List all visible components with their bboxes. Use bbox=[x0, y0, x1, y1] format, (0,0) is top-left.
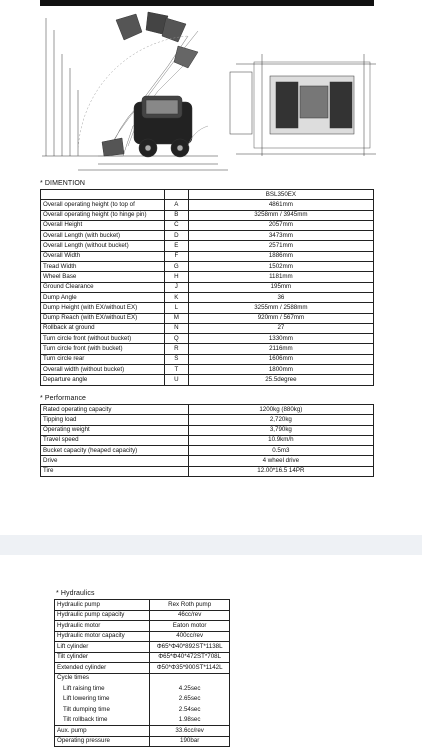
table-row bbox=[55, 694, 230, 705]
spec-label: Tilt cylinder bbox=[55, 652, 150, 663]
spec-value: 1181mm bbox=[188, 272, 373, 282]
spec-code: Q bbox=[164, 334, 188, 344]
spec-label: Overall width (without bucket) bbox=[41, 365, 165, 375]
spec-code: J bbox=[164, 282, 188, 292]
spec-label: Hydraulic pump capacity bbox=[55, 610, 150, 621]
table-row bbox=[41, 435, 374, 445]
table-row bbox=[41, 292, 374, 302]
spec-value: 27 bbox=[188, 323, 373, 333]
cycle-label: Tilt dumping time bbox=[55, 705, 150, 716]
table-row bbox=[41, 272, 374, 282]
spec-value: Φ65*Φ40*892ST*1138L bbox=[150, 642, 230, 653]
table-row bbox=[41, 200, 374, 210]
spec-label: Dump Reach (with EX/without EX) bbox=[41, 313, 165, 323]
spec-label: Turn circle front (with bucket) bbox=[41, 344, 165, 354]
spec-value: 190bar bbox=[150, 736, 230, 747]
spec-value: 1502mm bbox=[188, 262, 373, 272]
table-row bbox=[55, 652, 230, 663]
spec-code: H bbox=[164, 272, 188, 282]
spec-label: Overall Length (without bucket) bbox=[41, 241, 165, 251]
table-row bbox=[41, 334, 374, 344]
table-row bbox=[41, 251, 374, 261]
spec-value: 36 bbox=[188, 292, 373, 302]
spec-value: 4 wheel drive bbox=[188, 456, 373, 466]
spec-value: 33.6cc/rev bbox=[150, 726, 230, 737]
spec-value: 920mm / 567mm bbox=[188, 313, 373, 323]
spec-code: D bbox=[164, 231, 188, 241]
spec-label: Hydraulic motor bbox=[55, 621, 150, 632]
dimension-header-model: BSL350EX bbox=[188, 190, 373, 200]
spec-code: T bbox=[164, 365, 188, 375]
table-row bbox=[55, 705, 230, 716]
spec-label: Hydraulic motor capacity bbox=[55, 631, 150, 642]
table-row bbox=[41, 466, 374, 476]
spec-code: S bbox=[164, 354, 188, 364]
spec-value: 3,790kg bbox=[188, 425, 373, 435]
spec-value: Eaton motor bbox=[150, 621, 230, 632]
table-row bbox=[41, 365, 374, 375]
spec-value: 1886mm bbox=[188, 251, 373, 261]
table-row bbox=[41, 425, 374, 435]
spec-value: 400cc/rev bbox=[150, 631, 230, 642]
spec-label: Rollback at ground bbox=[41, 323, 165, 333]
spec-code: A bbox=[164, 200, 188, 210]
spec-value: 1606mm bbox=[188, 354, 373, 364]
table-row bbox=[41, 344, 374, 354]
spec-value: 2,720kg bbox=[188, 415, 373, 425]
spec-label: Rated operating capacity bbox=[41, 405, 189, 415]
table-row bbox=[41, 446, 374, 456]
table-row bbox=[55, 621, 230, 632]
performance-table bbox=[40, 404, 374, 477]
table-row bbox=[41, 210, 374, 220]
table-row bbox=[41, 241, 374, 251]
spec-code: L bbox=[164, 303, 188, 313]
dimension-section-title: * DIMENTION bbox=[40, 180, 86, 187]
table-row bbox=[41, 220, 374, 230]
spec-label: Tipping load bbox=[41, 415, 189, 425]
performance-section-title: * Performance bbox=[40, 395, 87, 402]
cycle-times-header-row bbox=[55, 673, 230, 684]
spec-label: Dump Height (with EX/without EX) bbox=[41, 303, 165, 313]
table-row bbox=[55, 631, 230, 642]
cycle-label: Tilt rollback time bbox=[55, 715, 150, 726]
spec-label: Overall operating height (to top of bbox=[41, 200, 165, 210]
spec-label: Overall operating height (to hinge pin) bbox=[41, 210, 165, 220]
spec-label: Drive bbox=[41, 456, 189, 466]
spec-label: Extended cylinder bbox=[55, 663, 150, 674]
spec-value: 3258mm / 3945mm bbox=[188, 210, 373, 220]
spec-code: G bbox=[164, 262, 188, 272]
table-row bbox=[41, 313, 374, 323]
spec-value: 0.5m3 bbox=[188, 446, 373, 456]
spec-code: F bbox=[164, 251, 188, 261]
spec-value: 1800mm bbox=[188, 365, 373, 375]
spec-label: Tread Width bbox=[41, 262, 165, 272]
table-row bbox=[55, 663, 230, 674]
table-row bbox=[55, 684, 230, 695]
dimension-table bbox=[40, 189, 374, 386]
spec-code: U bbox=[164, 375, 188, 385]
table-row bbox=[55, 736, 230, 747]
spec-label: Aux. pump bbox=[55, 726, 150, 737]
spec-code: B bbox=[164, 210, 188, 220]
spec-code: N bbox=[164, 323, 188, 333]
spec-value: 2057mm bbox=[188, 220, 373, 230]
hydraulics-table bbox=[54, 599, 230, 747]
table-row bbox=[41, 262, 374, 272]
spec-value: 3473mm bbox=[188, 231, 373, 241]
table-row bbox=[55, 715, 230, 726]
hydraulics-section-title: * Hydraulics bbox=[56, 590, 95, 597]
spec-code: E bbox=[164, 241, 188, 251]
section-divider-band bbox=[0, 535, 422, 555]
spec-code: M bbox=[164, 313, 188, 323]
spec-value: 195mm bbox=[188, 282, 373, 292]
spec-value: 10.9km/h bbox=[188, 435, 373, 445]
spec-code: K bbox=[164, 292, 188, 302]
spec-code: R bbox=[164, 344, 188, 354]
spec-label: Hydraulic pump bbox=[55, 600, 150, 611]
table-row bbox=[41, 415, 374, 425]
spec-label: Bucket capacity (heaped capacity) bbox=[41, 446, 189, 456]
spec-value: 1200kg (880kg) bbox=[188, 405, 373, 415]
spec-label: Overall Width bbox=[41, 251, 165, 261]
dimension-header-key bbox=[41, 190, 165, 200]
spec-label: Departure angle bbox=[41, 375, 165, 385]
spec-value: 12.00*16.5 14PR bbox=[188, 466, 373, 476]
dimension-header-code bbox=[164, 190, 188, 200]
cycle-value: 1.98sec bbox=[150, 715, 230, 726]
table-row bbox=[55, 610, 230, 621]
spec-label: Turn circle front (without bucket) bbox=[41, 334, 165, 344]
spec-value: 4861mm bbox=[188, 200, 373, 210]
empty-cell bbox=[150, 673, 230, 684]
spec-label: Dump Angle bbox=[41, 292, 165, 302]
spec-label: Operating weight bbox=[41, 425, 189, 435]
table-row bbox=[41, 354, 374, 364]
table-row bbox=[41, 303, 374, 313]
table-row bbox=[55, 600, 230, 611]
spec-value: 25.5degree bbox=[188, 375, 373, 385]
cycle-value: 2.65sec bbox=[150, 694, 230, 705]
spec-label: Ground Clearance bbox=[41, 282, 165, 292]
table-row bbox=[55, 642, 230, 653]
spec-label: Tire bbox=[41, 466, 189, 476]
table-row bbox=[41, 456, 374, 466]
cycle-value: 2.54sec bbox=[150, 705, 230, 716]
spec-label: Overall Height bbox=[41, 220, 165, 230]
spec-label: Overall Length (with bucket) bbox=[41, 231, 165, 241]
spec-label: Lift cylinder bbox=[55, 642, 150, 653]
table-row bbox=[41, 282, 374, 292]
cycle-label: Lift raising time bbox=[55, 684, 150, 695]
spec-value: 2571mm bbox=[188, 241, 373, 251]
spec-label: Travel speed bbox=[41, 435, 189, 445]
spec-value: 3255mm / 2588mm bbox=[188, 303, 373, 313]
spec-value: Φ50*Φ35*900ST*1142L bbox=[150, 663, 230, 674]
spec-code: C bbox=[164, 220, 188, 230]
table-row bbox=[41, 405, 374, 415]
spec-value: 1330mm bbox=[188, 334, 373, 344]
table-row bbox=[41, 231, 374, 241]
table-row bbox=[41, 323, 374, 333]
dimension-table-header bbox=[41, 190, 374, 200]
spec-label: Operating pressure bbox=[55, 736, 150, 747]
spec-value: 46cc/rev bbox=[150, 610, 230, 621]
cycle-value: 4.25sec bbox=[150, 684, 230, 695]
spec-value: Rex Roth pump bbox=[150, 600, 230, 611]
spec-value: 2116mm bbox=[188, 344, 373, 354]
spec-value: Φ65*Φ40*472ST*708L bbox=[150, 652, 230, 663]
cycle-times-title: Cycle times bbox=[55, 673, 150, 684]
table-row bbox=[41, 375, 374, 385]
skid-steer-dimension-drawing bbox=[38, 6, 376, 174]
spec-label: Wheel Base bbox=[41, 272, 165, 282]
cycle-label: Lift lowering time bbox=[55, 694, 150, 705]
spec-label: Turn circle rear bbox=[41, 354, 165, 364]
table-row bbox=[55, 726, 230, 737]
